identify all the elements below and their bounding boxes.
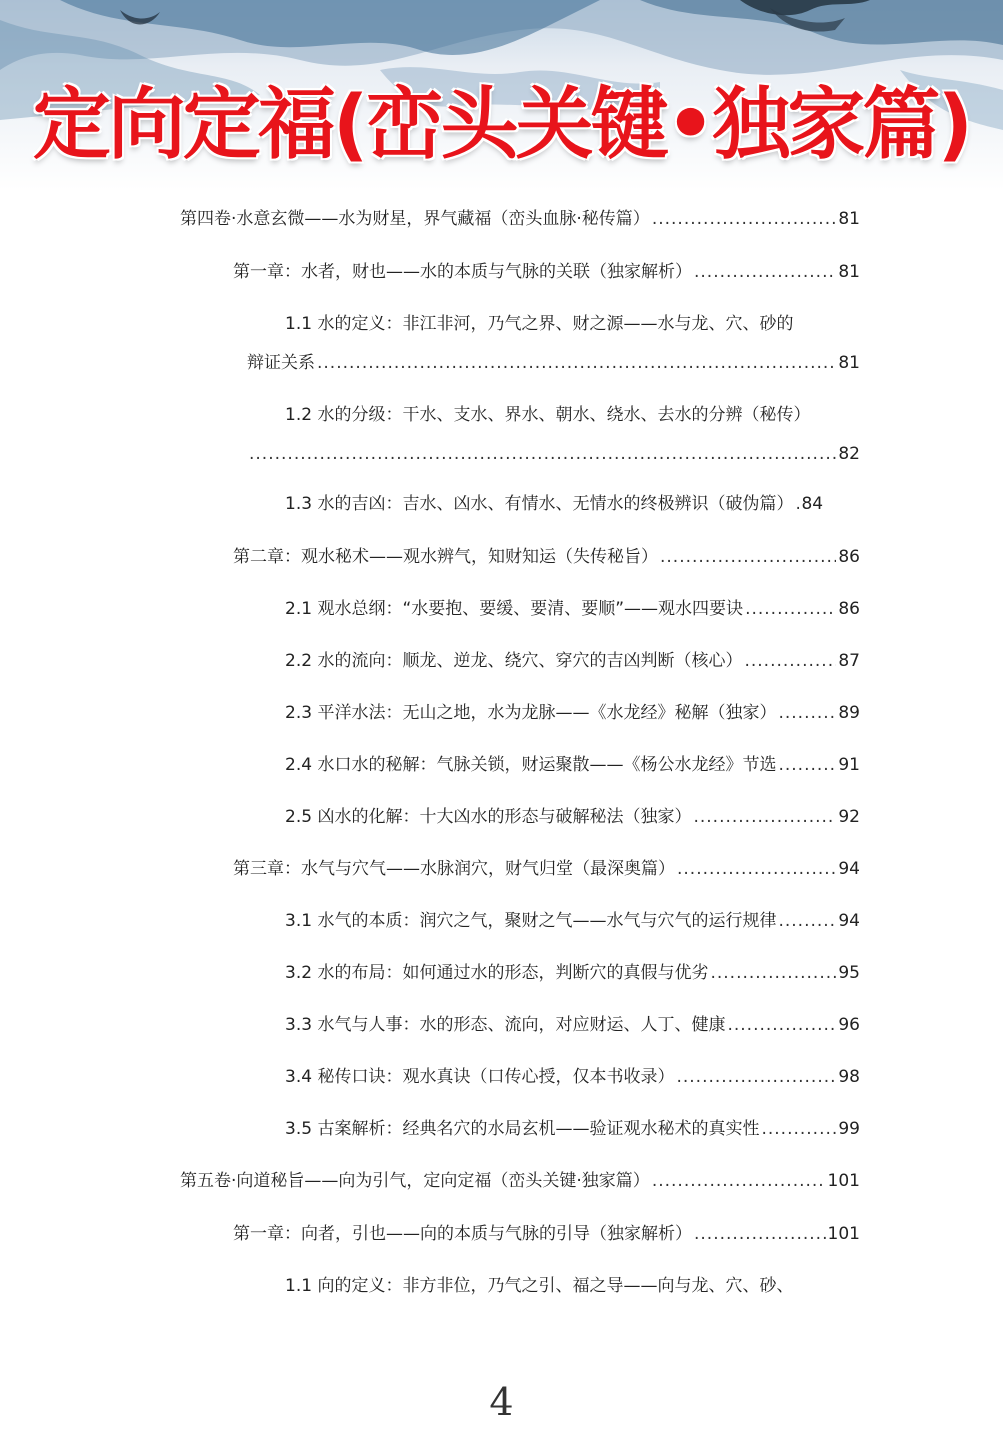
toc-entry[interactable] bbox=[180, 1170, 860, 1192]
toc-entry[interactable] bbox=[285, 1014, 860, 1036]
toc-entry-title: 第一章：水者，财也——水的本质与气脉的关联（独家解析） bbox=[233, 262, 692, 282]
toc-entry-title: 2.2 水的流向：顺龙、逆龙、绕穴、穿穴的吉凶判断（核心） bbox=[285, 651, 743, 671]
toc-entry[interactable] bbox=[233, 546, 860, 568]
toc-entry[interactable] bbox=[233, 858, 860, 880]
toc-dot-leader bbox=[745, 598, 836, 620]
toc-entry-title: 2.3 平洋水法：无山之地，水为龙脉——《水龙经》秘解（独家） bbox=[285, 703, 777, 723]
toc-entry-page: 81 bbox=[838, 262, 860, 282]
toc-dot-leader bbox=[652, 1170, 826, 1192]
toc-entry-title: 第二章：观水秘术——观水辨气，知财知运（失传秘旨） bbox=[233, 547, 658, 567]
toc-entry[interactable] bbox=[285, 1066, 860, 1088]
toc-dot-leader bbox=[778, 910, 836, 932]
toc-entry-title: 3.2 水的布局：如何通过水的形态，判断穴的真假与优劣 bbox=[285, 963, 709, 983]
toc-entry[interactable] bbox=[285, 702, 860, 724]
toc-entry-page: 81 bbox=[838, 353, 860, 373]
toc-entry[interactable] bbox=[285, 910, 860, 932]
toc-dot-leader bbox=[795, 493, 799, 515]
toc-entry-title: 3.3 水气与人事：水的形态、流向，对应财运、人丁、健康 bbox=[285, 1015, 726, 1035]
toc-entry[interactable] bbox=[285, 1275, 860, 1297]
toc-dot-leader bbox=[778, 754, 836, 776]
toc-entry-page: 81 bbox=[838, 209, 860, 229]
toc-entry-page: 94 bbox=[838, 911, 860, 931]
toc-entry[interactable] bbox=[285, 962, 860, 984]
toc-entry-page: 95 bbox=[838, 963, 860, 983]
toc-entry-continuation[interactable] bbox=[247, 443, 860, 465]
toc-entry-title: 1.1 水的定义：非江非河，乃气之界、财之源——水与龙、穴、砂的 bbox=[285, 314, 794, 334]
toc-entry-title: 1.2 水的分级：干水、支水、界水、朝水、绕水、去水的分辨（秘传） bbox=[285, 405, 811, 425]
toc-dot-leader bbox=[660, 546, 836, 568]
toc-entry-title: 第五卷·向道秘旨——向为引气，定向定福（峦头关键·独家篇） bbox=[180, 1171, 650, 1191]
toc-entry-page: 87 bbox=[838, 651, 860, 671]
toc-entry-page: 94 bbox=[838, 859, 860, 879]
toc-entry[interactable] bbox=[233, 1223, 860, 1245]
toc-dot-leader bbox=[317, 352, 836, 374]
toc-dot-leader bbox=[676, 1066, 836, 1088]
toc-entry-title: 1.3 水的吉凶：吉水、凶水、有情水、无情水的终极辨识（破伪篇） bbox=[285, 494, 794, 514]
toc-entry[interactable] bbox=[285, 598, 860, 620]
toc-entry[interactable] bbox=[285, 806, 860, 828]
toc-entry-title: 2.1 观水总纲：“水要抱、要缓、要清、要顺”——观水四要诀 bbox=[285, 599, 744, 619]
toc-dot-leader bbox=[778, 702, 836, 724]
toc-dot-leader bbox=[652, 208, 837, 230]
toc-entry-title: 2.4 水口水的秘解：气脉关锁，财运聚散——《杨公水龙经》节选 bbox=[285, 755, 777, 775]
page-number: 4 bbox=[489, 1380, 514, 1424]
toc-entry[interactable] bbox=[285, 1118, 860, 1140]
toc-entry-title-cont: 辩证关系 bbox=[247, 353, 315, 373]
toc-entry-page: 89 bbox=[838, 703, 860, 723]
toc-dot-leader bbox=[761, 1118, 836, 1140]
toc-entry[interactable] bbox=[285, 650, 860, 672]
toc-entry-page: 92 bbox=[838, 807, 860, 827]
toc-dot-leader bbox=[744, 650, 836, 672]
toc-entry-page: 84 bbox=[801, 494, 824, 514]
toc-entry-title: 3.1 水气的本质：润穴之气，聚财之气——水气与穴气的运行规律 bbox=[285, 911, 777, 931]
toc-entry[interactable] bbox=[233, 261, 860, 283]
toc-dot-leader bbox=[249, 443, 836, 465]
toc-entry-title: 第三章：水气与穴气——水脉润穴，财气归堂（最深奥篇） bbox=[233, 859, 675, 879]
toc-entry[interactable] bbox=[180, 208, 860, 230]
toc-entry-page: 96 bbox=[838, 1015, 860, 1035]
toc-entry-title: 1.1 向的定义：非方非位，乃气之引、福之导——向与龙、穴、砂、 bbox=[285, 1276, 794, 1296]
toc-dot-leader bbox=[677, 858, 836, 880]
toc-dot-leader bbox=[694, 261, 836, 283]
toc-entry-title: 2.5 凶水的化解：十大凶水的形态与破解秘法（独家） bbox=[285, 807, 692, 827]
toc-entry-continuation[interactable] bbox=[247, 352, 860, 374]
toc-entry-page: 99 bbox=[838, 1119, 860, 1139]
toc-entry-page: 91 bbox=[838, 755, 860, 775]
toc-entry[interactable] bbox=[285, 313, 860, 335]
banner-title: 定向定福(峦头关键•独家篇) bbox=[32, 80, 971, 170]
toc-entry-page: 82 bbox=[838, 444, 860, 464]
toc-entry-page: 98 bbox=[838, 1067, 860, 1087]
toc-entry[interactable] bbox=[285, 493, 870, 515]
toc-entry-page: 86 bbox=[838, 599, 860, 619]
toc-entry-title: 3.5 古案解析：经典名穴的水局玄机——验证观水秘术的真实性 bbox=[285, 1119, 760, 1139]
toc-dot-leader bbox=[693, 806, 836, 828]
toc-dot-leader bbox=[694, 1223, 826, 1245]
toc-entry-title: 第一章：向者，引也——向的本质与气脉的引导（独家解析） bbox=[233, 1224, 692, 1244]
toc-dot-leader bbox=[710, 962, 836, 984]
toc-entry-page: 101 bbox=[827, 1171, 860, 1191]
toc-entry[interactable] bbox=[285, 404, 860, 426]
toc-entry-title: 第四卷·水意玄微——水为财星，界气藏福（峦头血脉·秘传篇） bbox=[180, 209, 650, 229]
toc-dot-leader bbox=[727, 1014, 836, 1036]
toc-entry-title: 3.4 秘传口诀：观水真诀（口传心授，仅本书收录） bbox=[285, 1067, 675, 1087]
toc-entry-page: 101 bbox=[827, 1224, 860, 1244]
toc-entry-page: 86 bbox=[838, 547, 860, 567]
toc-entry[interactable] bbox=[285, 754, 860, 776]
